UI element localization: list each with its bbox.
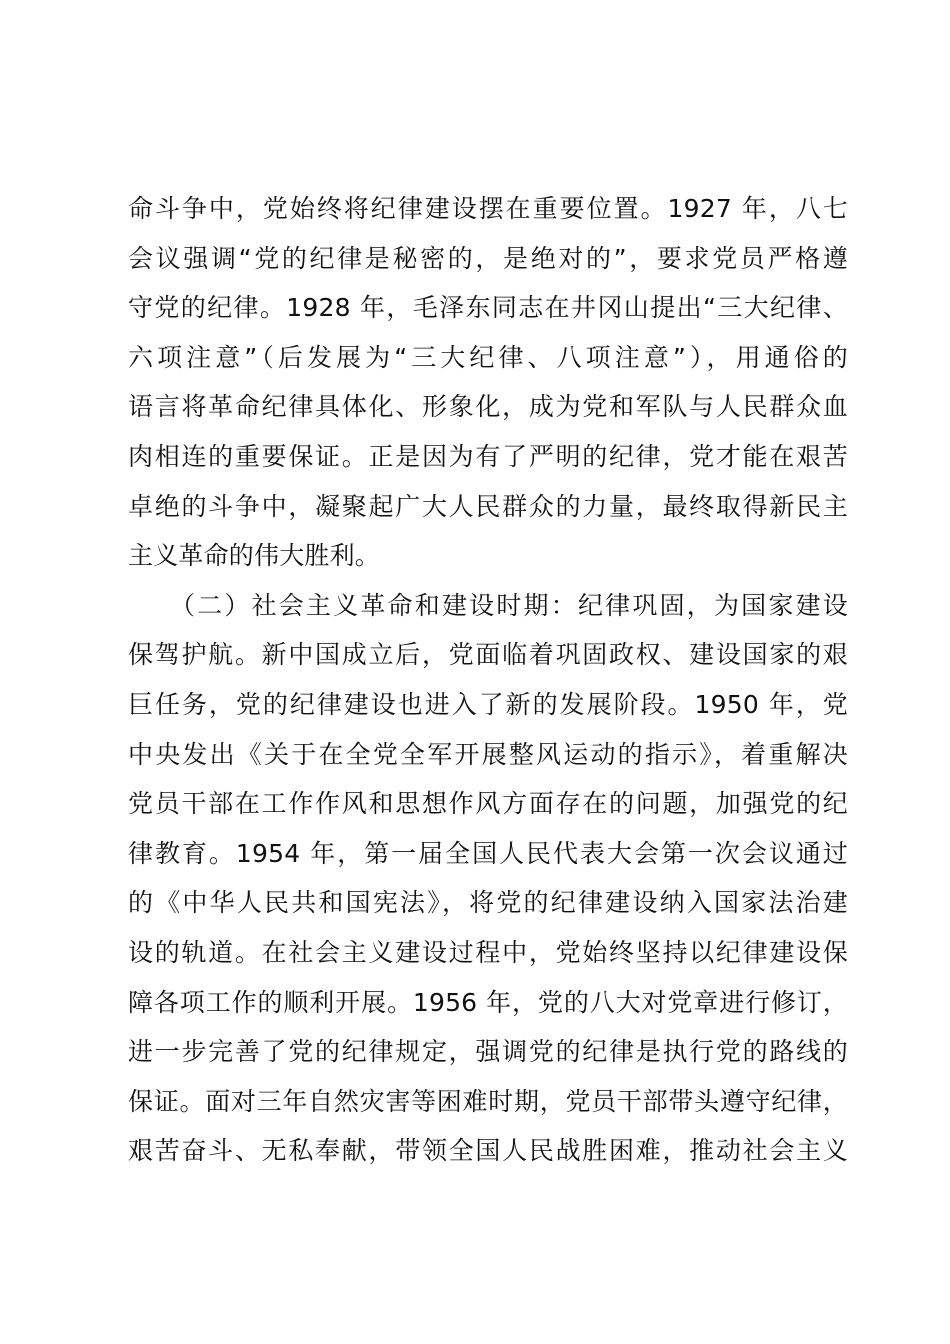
text-line: 命斗争中，党始终将纪律建设摆在重要位置。1927 年，八七 [128,194,848,223]
text-line: 的《中华人民共和国宪法》，将党的纪律建设纳入国家法治建 [128,888,848,918]
section-heading-line: （二）社会主义革命和建设时期：纪律巩固，为国家建设 [128,590,848,620]
body-text [128,184,848,1176]
text-line: 保证。面对三年自然灾害等困难时期，党员干部带头遵守纪律， [128,1086,848,1116]
text-line: 语言将革命纪律具体化、形象化，成为党和军队与人民群众血 [128,392,848,422]
text-line: 进一步完善了党的纪律规定，强调党的纪律是执行党的路线的 [128,1037,848,1067]
text-line: 会议强调“党的纪律是秘密的，是绝对的”，要求党员严格遵 [128,243,848,273]
text-line: 律教育。1954 年，第一届全国人民代表大会第一次会议通过 [128,838,848,868]
text-line: 守党的纪律。1928 年，毛泽东同志在井冈山提出“三大纪律、 [128,293,848,323]
text-line: 障各项工作的顺利开展。1956 年，党的八大对党章进行修订， [128,987,848,1017]
text-line: 肉相连的重要保证。正是因为有了严明的纪律，党才能在艰苦 [128,441,848,471]
text-line: 党员干部在工作作风和思想作风方面存在的问题，加强党的纪 [128,789,848,819]
text-line: 保驾护航。新中国成立后，党面临着巩固政权、建设国家的艰 [128,640,848,670]
text-line: 中央发出《关于在全党全军开展整风运动的指示》，着重解决 [128,739,848,769]
text-line: 巨任务，党的纪律建设也进入了新的发展阶段。1950 年，党 [128,689,848,719]
text-line: 卓绝的斗争中，凝聚起广大人民群众的力量，最终取得新民主 [128,491,848,521]
text-line: 艰苦奋斗、无私奉献，带领全国人民战胜困难，推动社会主义 [128,1136,848,1166]
text-line: 六项注意”（后发展为“三大纪律、八项注意”），用通俗的 [128,342,848,372]
text-line: 设的轨道。在社会主义建设过程中，党始终坚持以纪律建设保 [128,937,848,967]
text-line-paragraph-end: 主义革命的伟大胜利。 [128,541,381,571]
